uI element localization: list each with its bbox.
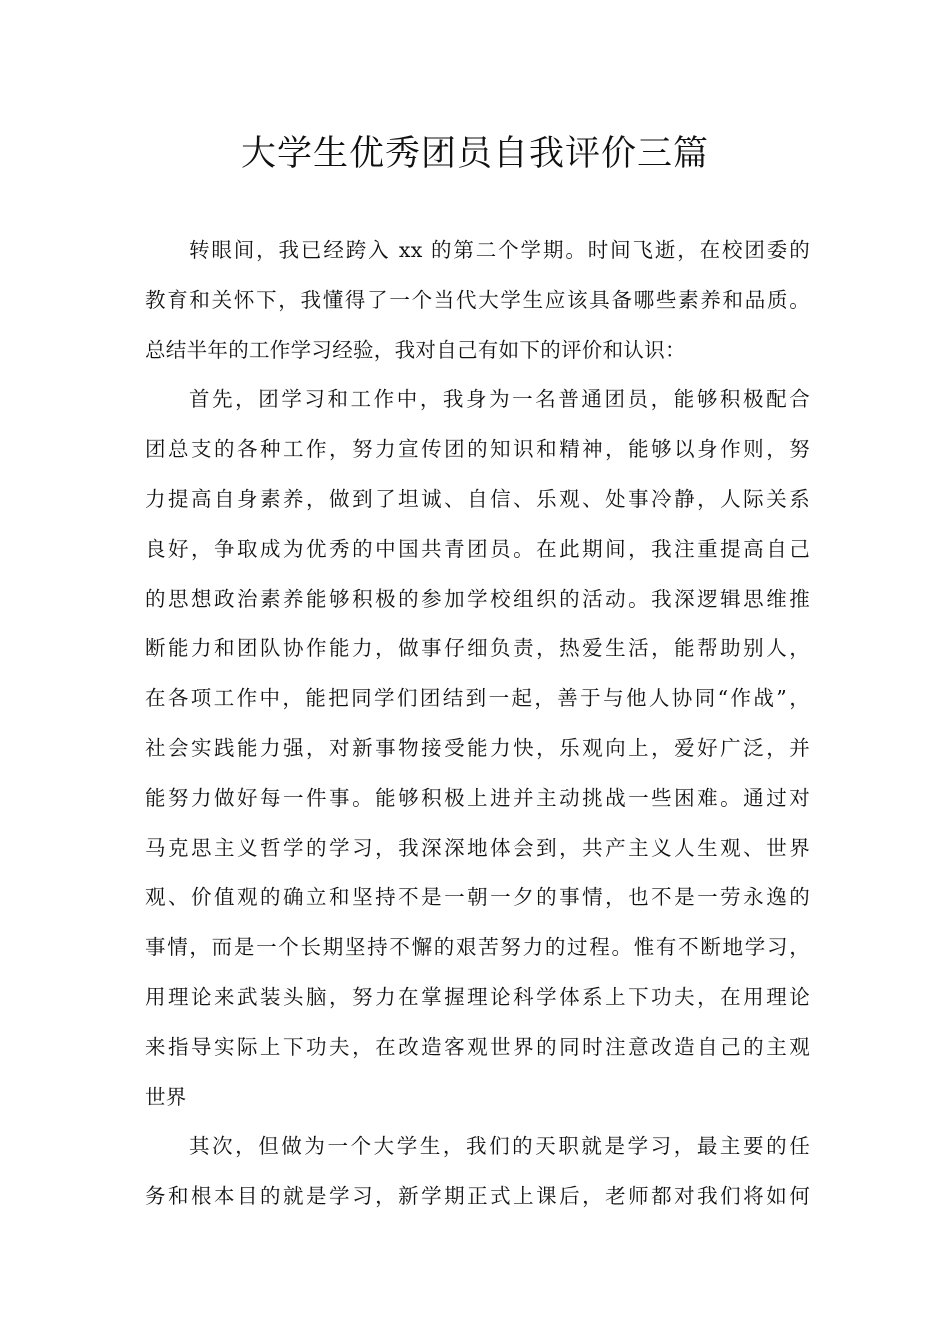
paragraph-line: 的思想政治素养能够积极的参加学校组织的活动。我深逻辑思维推 xyxy=(145,586,810,611)
paragraph-line: 务和根本目的就是学习，新学期正式上课后，老师都对我们将如何 xyxy=(145,1184,810,1209)
paragraph-line: 事情，而是一个长期坚持不懈的艰苦努力的过程。惟有不断地学习， xyxy=(145,935,810,960)
paragraph-line: 良好，争取成为优秀的中国共青团员。在此期间，我注重提高自己 xyxy=(145,536,810,561)
document-body xyxy=(145,226,810,1222)
paragraph-line: 社会实践能力强，对新事物接受能力快，乐观向上，爱好广泛，并 xyxy=(145,735,810,760)
paragraph-line: 能努力做好每一件事。能够积极上进并主动挑战一些困难。通过对 xyxy=(145,785,810,810)
paragraph-line: 教育和关怀下，我懂得了一个当代大学生应该具备哪些素养和品质。 xyxy=(145,287,810,312)
paragraph-line: 总结半年的工作学习经验，我对自己有如下的评价和认识： xyxy=(145,337,686,362)
document-title: 大学生优秀团员自我评价三篇 xyxy=(240,134,709,174)
paragraph-line: 世界 xyxy=(145,1084,187,1109)
paragraph-line: 用理论来武装头脑，努力在掌握理论科学体系上下功夫，在用理论 xyxy=(145,984,810,1009)
paragraph-line: 首先，团学习和工作中，我身为一名普通团员，能够积极配合 xyxy=(189,387,810,412)
paragraph-line: 其次，但做为一个大学生，我们的天职就是学习，最主要的任 xyxy=(189,1134,810,1159)
paragraph-line: 转眼间，我已经跨入 xx 的第二个学期。时间飞逝，在校团委的 xyxy=(189,238,810,262)
paragraph-line: 断能力和团队协作能力，做事仔细负责，热爱生活，能帮助别人， xyxy=(145,636,810,661)
paragraph-line: 在各项工作中，能把同学们团结到一起，善于与他人协同“作战”， xyxy=(145,686,810,711)
paragraph-line: 团总支的各种工作，努力宣传团的知识和精神，能够以身作则，努 xyxy=(145,437,810,462)
paragraph-line: 观、价值观的确立和坚持不是一朝一夕的事情，也不是一劳永逸的 xyxy=(145,885,810,910)
paragraph-line: 马克思主义哲学的学习，我深深地体会到，共产主义人生观、世界 xyxy=(145,835,810,860)
paragraph-line: 力提高自身素养，做到了坦诚、自信、乐观、处事冷静，人际关系 xyxy=(145,486,810,511)
paragraph-line: 来指导实际上下功夫，在改造客观世界的同时注意改造自己的主观 xyxy=(145,1034,810,1059)
